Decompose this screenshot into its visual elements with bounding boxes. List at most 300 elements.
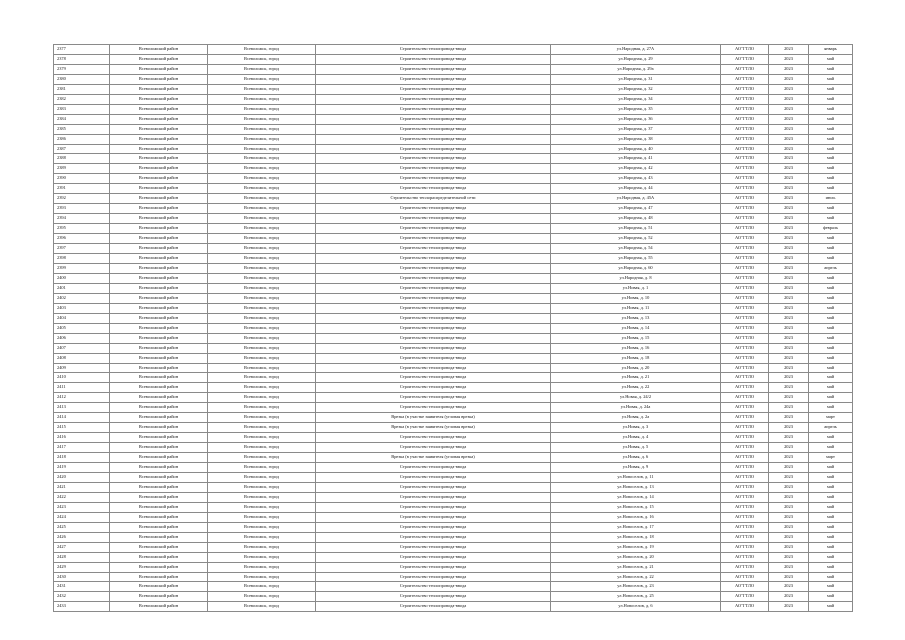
district-cell: Всеволожский район [110, 164, 208, 174]
district-cell: Всеволожский район [110, 383, 208, 393]
month-cell: май [809, 134, 853, 144]
year-cell: 2023 [769, 522, 809, 532]
year-cell: 2023 [769, 403, 809, 413]
address-cell: ул.Новая, д. 21 [551, 373, 721, 383]
table-row [54, 124, 853, 134]
month-cell: май [809, 403, 853, 413]
address-cell: ул.Новая, д. 24а [551, 403, 721, 413]
address-cell: ул.Новая, д. 1 [551, 283, 721, 293]
month-cell: май [809, 244, 853, 254]
year-cell: 2023 [769, 84, 809, 94]
address-cell: ул.Новоселов, д. 13 [551, 482, 721, 492]
table-row [54, 54, 853, 64]
table-row [54, 522, 853, 532]
row-number-cell: 2414 [54, 413, 110, 423]
address-cell: ул.Народная, д. 32 [551, 84, 721, 94]
address-cell: ул.Новоселов, д. 22 [551, 572, 721, 582]
row-number-cell: 2425 [54, 522, 110, 532]
settlement-cell: Всеволожск, город [208, 313, 316, 323]
row-number-cell: 2417 [54, 443, 110, 453]
address-cell: ул.Народная, д. 38 [551, 134, 721, 144]
work-type-cell: Строительство теплопровода-ввода [316, 164, 551, 174]
row-number-cell: 2385 [54, 124, 110, 134]
work-type-cell: Строительство теплопровода-ввода [316, 323, 551, 333]
district-cell: Всеволожский район [110, 492, 208, 502]
organization-cell: АО"ГТЛО [721, 383, 769, 393]
district-cell: Всеволожский район [110, 224, 208, 234]
month-cell: май [809, 64, 853, 74]
work-type-cell: Строительство теплопровода-ввода [316, 552, 551, 562]
settlement-cell: Всеволожск, город [208, 244, 316, 254]
work-type-cell: Строительство теплопровода-ввода [316, 313, 551, 323]
organization-cell: АО"ГТЛО [721, 512, 769, 522]
settlement-cell: Всеволожск, город [208, 582, 316, 592]
table-row [54, 542, 853, 552]
work-type-cell: Строительство теплопровода-ввода [316, 363, 551, 373]
row-number-cell: 2413 [54, 403, 110, 413]
settlement-cell: Всеволожск, город [208, 512, 316, 522]
table-row [54, 363, 853, 373]
address-cell: ул.Новоселов, д. 21 [551, 562, 721, 572]
row-number-cell: 2423 [54, 502, 110, 512]
table-row [54, 423, 853, 433]
settlement-cell: Всеволожск, город [208, 293, 316, 303]
work-type-cell: Строительство теплопровода-ввода [316, 383, 551, 393]
month-cell: май [809, 323, 853, 333]
row-number-cell: 2407 [54, 343, 110, 353]
organization-cell: АО"ГТЛО [721, 234, 769, 244]
work-type-cell: Строительство теплопровода-ввода [316, 204, 551, 214]
address-cell: ул.Новая, д. 5 [551, 443, 721, 453]
organization-cell: АО"ГТЛО [721, 552, 769, 562]
row-number-cell: 2403 [54, 303, 110, 313]
address-cell: ул.Народная, д. 48 [551, 214, 721, 224]
organization-cell: АО"ГТЛО [721, 104, 769, 114]
work-type-cell: Строительство теплопровода-ввода [316, 214, 551, 224]
row-number-cell: 2395 [54, 224, 110, 234]
year-cell: 2023 [769, 413, 809, 423]
work-type-cell: Строительство теплопровода-ввода [316, 144, 551, 154]
address-cell: ул.Новоселов, д. 18 [551, 532, 721, 542]
year-cell: 2023 [769, 283, 809, 293]
district-cell: Всеволожский район [110, 572, 208, 582]
organization-cell: АО"ГТЛО [721, 84, 769, 94]
table-row [54, 353, 853, 363]
district-cell: Всеволожский район [110, 373, 208, 383]
row-number-cell: 2383 [54, 104, 110, 114]
row-number-cell: 2391 [54, 184, 110, 194]
address-cell: ул.Народная, д. 27А [551, 45, 721, 55]
table-row [54, 234, 853, 244]
address-cell: ул.Народная, д. 52 [551, 234, 721, 244]
table-row [54, 572, 853, 582]
year-cell: 2023 [769, 433, 809, 443]
month-cell: май [809, 104, 853, 114]
table-row [54, 273, 853, 283]
address-cell: ул.Новая, д. 10 [551, 293, 721, 303]
settlement-cell: Всеволожск, город [208, 45, 316, 55]
settlement-cell: Всеволожск, город [208, 184, 316, 194]
row-number-cell: 2418 [54, 453, 110, 463]
table-row [54, 472, 853, 482]
month-cell: февраль [809, 224, 853, 234]
organization-cell: АО"ГТЛО [721, 453, 769, 463]
settlement-cell: Всеволожск, город [208, 234, 316, 244]
district-cell: Всеволожский район [110, 273, 208, 283]
address-cell: ул.Новая, д. 24/2 [551, 393, 721, 403]
organization-cell: АО"ГТЛО [721, 363, 769, 373]
settlement-cell: Всеволожск, город [208, 164, 316, 174]
work-type-cell: Строительство теплопровода-ввода [316, 64, 551, 74]
district-cell: Всеволожский район [110, 542, 208, 552]
settlement-cell: Всеволожск, город [208, 283, 316, 293]
district-cell: Всеволожский район [110, 363, 208, 373]
settlement-cell: Всеволожск, город [208, 602, 316, 612]
work-type-cell: Строительство теплопровода-ввода [316, 522, 551, 532]
settlement-cell: Всеволожск, город [208, 463, 316, 473]
settlement-cell: Всеволожск, город [208, 124, 316, 134]
year-cell: 2023 [769, 323, 809, 333]
month-cell: май [809, 74, 853, 84]
month-cell: май [809, 124, 853, 134]
settlement-cell: Всеволожск, город [208, 194, 316, 204]
table-row [54, 413, 853, 423]
row-number-cell: 2409 [54, 363, 110, 373]
month-cell: май [809, 522, 853, 532]
organization-cell: АО"ГТЛО [721, 254, 769, 264]
table-row [54, 204, 853, 214]
row-number-cell: 2394 [54, 214, 110, 224]
district-cell: Всеволожский район [110, 184, 208, 194]
district-cell: Всеволожский район [110, 353, 208, 363]
row-number-cell: 2384 [54, 114, 110, 124]
organization-cell: АО"ГТЛО [721, 582, 769, 592]
row-number-cell: 2422 [54, 492, 110, 502]
address-cell: ул.Народная, д. 35 [551, 104, 721, 114]
row-number-cell: 2401 [54, 283, 110, 293]
table-row [54, 174, 853, 184]
row-number-cell: 2420 [54, 472, 110, 482]
work-type-cell: Строительство теплопровода-ввода [316, 224, 551, 234]
year-cell: 2023 [769, 234, 809, 244]
address-cell: ул.Народная, д. 60 [551, 263, 721, 273]
organization-cell: АО"ГТЛО [721, 164, 769, 174]
row-number-cell: 2381 [54, 84, 110, 94]
organization-cell: АО"ГТЛО [721, 472, 769, 482]
row-number-cell: 2429 [54, 562, 110, 572]
row-number-cell: 2433 [54, 602, 110, 612]
year-cell: 2023 [769, 592, 809, 602]
address-cell: ул.Народная, д. 42 [551, 164, 721, 174]
organization-cell: АО"ГТЛО [721, 94, 769, 104]
address-cell: ул.Новоселов, д. 6 [551, 602, 721, 612]
organization-cell: АО"ГТЛО [721, 74, 769, 84]
table-row [54, 532, 853, 542]
district-cell: Всеволожский район [110, 333, 208, 343]
table-row [54, 403, 853, 413]
address-cell: ул.Новая, д. 18 [551, 353, 721, 363]
work-type-cell: Строительство теплопровода-ввода [316, 602, 551, 612]
address-cell: ул.Народная, д. 43 [551, 174, 721, 184]
month-cell: май [809, 234, 853, 244]
year-cell: 2023 [769, 542, 809, 552]
work-type-cell: Строительство теплопровода-ввода [316, 373, 551, 383]
address-cell: ул.Новая, д. 3 [551, 423, 721, 433]
work-type-cell: Строительство теплопровода-ввода [316, 54, 551, 64]
work-type-cell: Строительство теплопровода-ввода [316, 154, 551, 164]
organization-cell: АО"ГТЛО [721, 323, 769, 333]
organization-cell: АО"ГТЛО [721, 492, 769, 502]
work-type-cell: Строительство теплопровода-ввода [316, 582, 551, 592]
table-row [54, 114, 853, 124]
district-cell: Всеволожский район [110, 343, 208, 353]
month-cell: май [809, 313, 853, 323]
district-cell: Всеволожский район [110, 482, 208, 492]
district-cell: Всеволожский район [110, 413, 208, 423]
settlement-cell: Всеволожск, город [208, 84, 316, 94]
table-row [54, 323, 853, 333]
row-number-cell: 2389 [54, 164, 110, 174]
work-type-cell: Строительство теплопровода-ввода [316, 463, 551, 473]
year-cell: 2023 [769, 194, 809, 204]
address-cell: ул.Новая, д. 4 [551, 433, 721, 443]
address-cell: ул.Новоселов, д. 11 [551, 472, 721, 482]
address-cell: ул.Новая, д. 6 [551, 453, 721, 463]
row-number-cell: 2377 [54, 45, 110, 55]
district-cell: Всеволожский район [110, 204, 208, 214]
table-row [54, 283, 853, 293]
district-cell: Всеволожский район [110, 64, 208, 74]
row-number-cell: 2408 [54, 353, 110, 363]
address-cell: ул.Новая, д. 11 [551, 303, 721, 313]
district-cell: Всеволожский район [110, 463, 208, 473]
district-cell: Всеволожский район [110, 234, 208, 244]
row-number-cell: 2424 [54, 512, 110, 522]
year-cell: 2023 [769, 254, 809, 264]
settlement-cell: Всеволожск, город [208, 204, 316, 214]
settlement-cell: Всеволожск, город [208, 532, 316, 542]
organization-cell: АО"ГТЛО [721, 184, 769, 194]
table-row [54, 134, 853, 144]
settlement-cell: Всеволожск, город [208, 492, 316, 502]
table-body [54, 45, 853, 612]
district-cell: Всеволожский район [110, 45, 208, 55]
month-cell: май [809, 293, 853, 303]
month-cell: май [809, 552, 853, 562]
organization-cell: АО"ГТЛО [721, 393, 769, 403]
year-cell: 2023 [769, 443, 809, 453]
table-row [54, 433, 853, 443]
work-type-cell: Строительство теплопровода-ввода [316, 542, 551, 552]
month-cell: май [809, 363, 853, 373]
organization-cell: АО"ГТЛО [721, 154, 769, 164]
row-number-cell: 2431 [54, 582, 110, 592]
month-cell: май [809, 254, 853, 264]
table-row [54, 263, 853, 273]
settlement-cell: Всеволожск, город [208, 254, 316, 264]
organization-cell: АО"ГТЛО [721, 403, 769, 413]
organization-cell: АО"ГТЛО [721, 204, 769, 214]
table-row [54, 84, 853, 94]
settlement-cell: Всеволожск, город [208, 94, 316, 104]
month-cell: май [809, 492, 853, 502]
organization-cell: АО"ГТЛО [721, 303, 769, 313]
settlement-cell: Всеволожск, город [208, 403, 316, 413]
settlement-cell: Всеволожск, город [208, 214, 316, 224]
settlement-cell: Всеволожск, город [208, 263, 316, 273]
month-cell: май [809, 283, 853, 293]
row-number-cell: 2390 [54, 174, 110, 184]
table-row [54, 154, 853, 164]
month-cell: июль [809, 194, 853, 204]
district-cell: Всеволожский район [110, 562, 208, 572]
address-cell: ул.Народная, д. 29 [551, 54, 721, 64]
year-cell: 2023 [769, 343, 809, 353]
year-cell: 2023 [769, 164, 809, 174]
year-cell: 2023 [769, 582, 809, 592]
month-cell: май [809, 343, 853, 353]
work-type-cell: Строительство теплопровода-ввода [316, 592, 551, 602]
district-cell: Всеволожский район [110, 323, 208, 333]
month-cell: май [809, 84, 853, 94]
month-cell: май [809, 174, 853, 184]
address-cell: ул.Народная, д. 54 [551, 244, 721, 254]
address-cell: ул.Новоселов, д. 25 [551, 592, 721, 602]
month-cell: апрель [809, 263, 853, 273]
settlement-cell: Всеволожск, город [208, 74, 316, 84]
settlement-cell: Всеволожск, город [208, 433, 316, 443]
settlement-cell: Всеволожск, город [208, 343, 316, 353]
work-type-cell: Строительство теплопровода-ввода [316, 403, 551, 413]
district-cell: Всеволожский район [110, 283, 208, 293]
month-cell: май [809, 443, 853, 453]
address-cell: ул.Новоселов, д. 17 [551, 522, 721, 532]
organization-cell: АО"ГТЛО [721, 602, 769, 612]
work-type-cell: Строительство теплопровода-ввода [316, 293, 551, 303]
table-row [54, 453, 853, 463]
table-row [54, 313, 853, 323]
work-type-cell: Строительство теплопровода-ввода [316, 84, 551, 94]
district-cell: Всеволожский район [110, 254, 208, 264]
row-number-cell: 2416 [54, 433, 110, 443]
district-cell: Всеволожский район [110, 393, 208, 403]
district-cell: Всеволожский район [110, 472, 208, 482]
district-cell: Всеволожский район [110, 154, 208, 164]
settlement-cell: Всеволожск, город [208, 423, 316, 433]
organization-cell: АО"ГТЛО [721, 134, 769, 144]
organization-cell: АО"ГТЛО [721, 124, 769, 134]
table-row [54, 443, 853, 453]
address-cell: ул.Народная, д. 41 [551, 154, 721, 164]
year-cell: 2023 [769, 114, 809, 124]
row-number-cell: 2380 [54, 74, 110, 84]
work-type-cell: Строительство теплопровода-ввода [316, 244, 551, 254]
district-cell: Всеволожский район [110, 244, 208, 254]
organization-cell: АО"ГТЛО [721, 562, 769, 572]
month-cell: май [809, 383, 853, 393]
month-cell: май [809, 592, 853, 602]
district-cell: Всеволожский район [110, 74, 208, 84]
table-row [54, 164, 853, 174]
year-cell: 2023 [769, 602, 809, 612]
month-cell: май [809, 373, 853, 383]
month-cell: май [809, 184, 853, 194]
work-type-cell: Строительство теплопровода-ввода [316, 343, 551, 353]
table-row [54, 582, 853, 592]
organization-cell: АО"ГТЛО [721, 144, 769, 154]
district-cell: Всеволожский район [110, 263, 208, 273]
address-cell: ул.Новоселов, д. 15 [551, 502, 721, 512]
year-cell: 2023 [769, 154, 809, 164]
work-type-cell: Строительство теплопровода-ввода [316, 502, 551, 512]
settlement-cell: Всеволожск, город [208, 443, 316, 453]
address-cell: ул.Новая, д. 9 [551, 463, 721, 473]
row-number-cell: 2421 [54, 482, 110, 492]
year-cell: 2023 [769, 273, 809, 283]
settlement-cell: Всеволожск, город [208, 592, 316, 602]
address-cell: ул.Новоселов, д. 16 [551, 512, 721, 522]
settlement-cell: Всеволожск, город [208, 472, 316, 482]
year-cell: 2023 [769, 423, 809, 433]
table-row [54, 144, 853, 154]
settlement-cell: Всеволожск, город [208, 174, 316, 184]
address-cell: ул.Новая, д. 14 [551, 323, 721, 333]
address-cell: ул.Народная, д. 8 [551, 273, 721, 283]
year-cell: 2023 [769, 293, 809, 303]
settlement-cell: Всеволожск, город [208, 134, 316, 144]
work-type-cell: Строительство теплопровода-ввода [316, 482, 551, 492]
document-page [53, 44, 852, 612]
district-cell: Всеволожский район [110, 194, 208, 204]
settlement-cell: Всеволожск, город [208, 154, 316, 164]
address-cell: ул.Народная, д. 47 [551, 204, 721, 214]
work-type-cell: Строительство теплопровода-ввода [316, 492, 551, 502]
address-cell: ул.Народная, д. 34 [551, 94, 721, 104]
row-number-cell: 2432 [54, 592, 110, 602]
month-cell: май [809, 572, 853, 582]
settlement-cell: Всеволожск, город [208, 224, 316, 234]
work-type-cell: Строительство теплораспределительной сети [316, 194, 551, 204]
table-row [54, 592, 853, 602]
year-cell: 2023 [769, 512, 809, 522]
table-row [54, 502, 853, 512]
row-number-cell: 2428 [54, 552, 110, 562]
organization-cell: АО"ГТЛО [721, 572, 769, 582]
address-cell: ул.Народная, д. 36 [551, 114, 721, 124]
work-type-cell: Строительство теплопровода-ввода [316, 303, 551, 313]
organization-cell: АО"ГТЛО [721, 373, 769, 383]
work-type-cell: Строительство теплопровода-ввода [316, 433, 551, 443]
organization-cell: АО"ГТЛО [721, 333, 769, 343]
table-row [54, 244, 853, 254]
row-number-cell: 2405 [54, 323, 110, 333]
district-cell: Всеволожский район [110, 522, 208, 532]
year-cell: 2023 [769, 502, 809, 512]
district-cell: Всеволожский район [110, 403, 208, 413]
year-cell: 2023 [769, 74, 809, 84]
year-cell: 2023 [769, 104, 809, 114]
settlement-cell: Всеволожск, город [208, 413, 316, 423]
row-number-cell: 2406 [54, 333, 110, 343]
organization-cell: АО"ГТЛО [721, 423, 769, 433]
table-row [54, 373, 853, 383]
table-row [54, 552, 853, 562]
district-cell: Всеволожский район [110, 512, 208, 522]
row-number-cell: 2398 [54, 254, 110, 264]
district-cell: Всеволожский район [110, 54, 208, 64]
year-cell: 2023 [769, 204, 809, 214]
month-cell: май [809, 562, 853, 572]
